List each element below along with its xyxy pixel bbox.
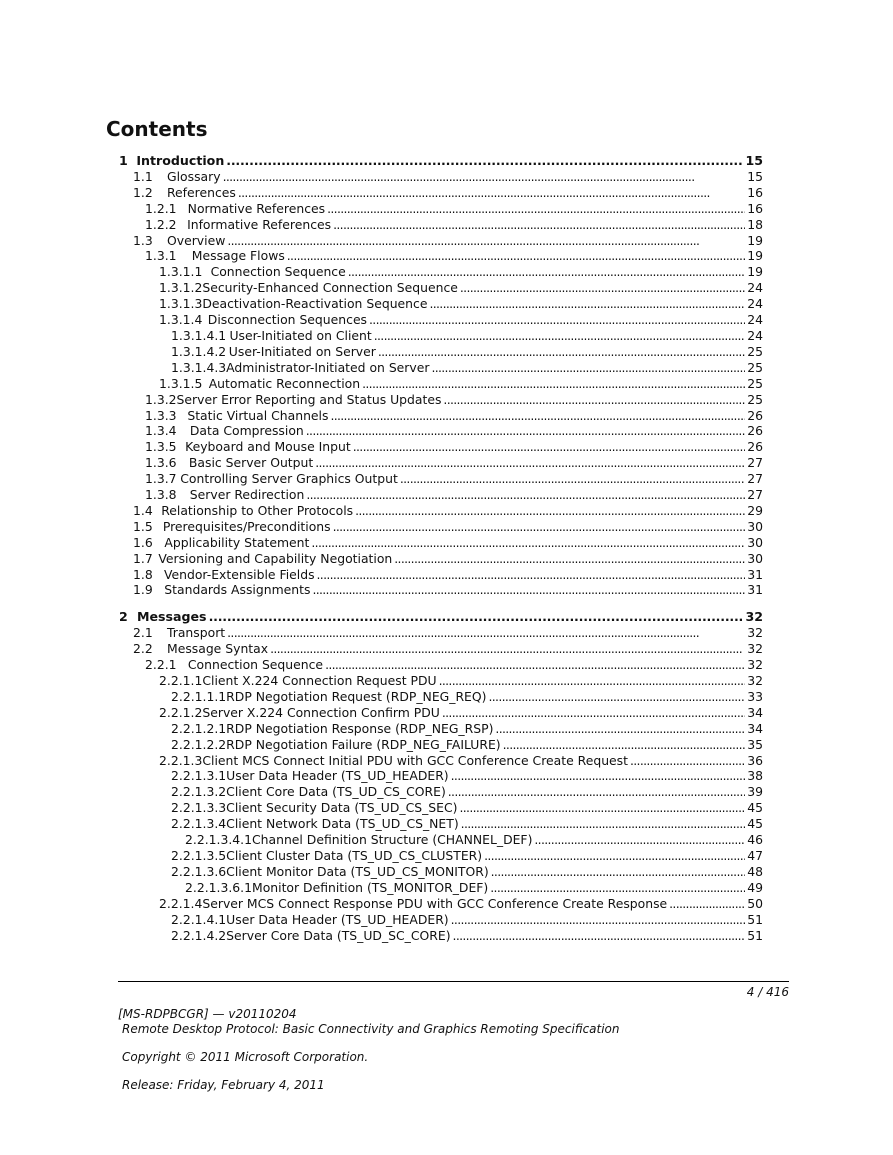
toc-entry-label[interactable]: Introduction	[136, 153, 225, 168]
toc-entry[interactable]	[0, 880, 763, 896]
toc-dot-leader	[226, 153, 743, 169]
toc-dot-leader	[238, 185, 745, 201]
toc-dot-leader	[374, 328, 745, 344]
toc-dot-leader	[460, 280, 745, 296]
toc-entry[interactable]	[0, 582, 763, 598]
toc-entry[interactable]	[0, 423, 763, 439]
toc-entry-page[interactable]: 47	[747, 847, 763, 863]
toc-entry[interactable]	[0, 487, 763, 503]
page-number: 4 / 416	[746, 985, 789, 999]
toc-entry[interactable]	[0, 217, 763, 233]
toc-entry[interactable]	[0, 328, 763, 344]
toc-dot-leader	[333, 519, 746, 535]
toc-entry-number: 2.1	[133, 625, 153, 641]
toc-entry[interactable]	[0, 928, 763, 944]
page-title: Contents	[106, 117, 208, 141]
toc-entry-page[interactable]: 30	[747, 518, 763, 534]
toc-entry[interactable]	[0, 832, 763, 848]
toc-dot-leader	[311, 535, 745, 551]
footer-rule	[118, 981, 789, 982]
toc-entry-number: 1.3.3	[145, 407, 177, 423]
toc-dot-leader	[484, 848, 745, 864]
toc-entry-label[interactable]: Vendor-Extensible Fields	[164, 566, 315, 582]
toc-entry-label[interactable]: Connection Sequence	[210, 264, 346, 280]
toc-dot-leader	[348, 264, 745, 280]
toc-entry-page[interactable]: 27	[747, 455, 763, 471]
toc-entry-number: 1.3.7	[145, 471, 177, 487]
toc-entry-page[interactable]: 24	[747, 280, 763, 296]
toc-entry-label[interactable]: Client Cluster Data (TS_UD_CS_CLUSTER)	[226, 847, 483, 863]
toc-entry-number: 1.3.1.4	[159, 312, 203, 328]
toc-entry[interactable]	[0, 800, 763, 816]
toc-entry-number: 2.2.1.3.1	[171, 768, 227, 784]
toc-entry-page[interactable]: 45	[747, 800, 763, 816]
toc-entry-page[interactable]: 32	[745, 609, 763, 625]
toc-entry[interactable]	[0, 625, 763, 641]
toc-entry-label[interactable]: Security-Enhanced Connection Sequence	[202, 280, 458, 296]
toc-entry-page[interactable]: 31	[747, 582, 763, 598]
toc-entry[interactable]	[0, 408, 763, 424]
toc-entry-number: 1.7	[133, 550, 153, 566]
toc-entry-label[interactable]: Client Monitor Data (TS_UD_CS_MONITOR)	[226, 863, 489, 879]
toc-entry-label[interactable]: User-Initiated on Client	[229, 327, 372, 343]
toc-entry-page[interactable]: 50	[747, 895, 763, 911]
toc-entry[interactable]	[0, 439, 763, 455]
toc-dot-leader	[453, 928, 746, 944]
toc-entry-page[interactable]: 29	[747, 502, 763, 518]
toc-entry[interactable]	[0, 233, 763, 249]
toc-entry-label[interactable]: Controlling Server Graphics Output	[180, 471, 398, 487]
toc-entry-page[interactable]: 51	[747, 911, 763, 927]
toc-entry-label[interactable]: Message Flows	[191, 248, 285, 264]
toc-entry[interactable]	[0, 376, 763, 392]
toc-entry-number: 1.3.1.4.3	[171, 359, 227, 375]
toc-entry-number: 2.2.1.1.1	[171, 688, 227, 704]
toc-entry[interactable]	[0, 768, 763, 784]
footer-doc-id: [MS-RDPBCGR] — v20110204	[118, 1007, 297, 1021]
toc-entry-number: 1.2.1	[145, 200, 177, 216]
toc-entry-page[interactable]: 36	[747, 752, 763, 768]
toc-entry-page[interactable]: 18	[747, 216, 763, 232]
toc-dot-leader	[317, 567, 746, 583]
toc-entry-page[interactable]: 16	[747, 184, 763, 200]
toc-dot-leader	[460, 800, 746, 816]
toc-entry-number: 1.3	[133, 232, 153, 248]
toc-entry[interactable]	[0, 312, 763, 328]
toc-entry-page[interactable]: 48	[747, 863, 763, 879]
toc-entry-number: 1.3.1.5	[159, 375, 203, 391]
toc-entry-number: 1.2.2	[145, 216, 177, 232]
toc-entry-number: 2.2.1.3.5	[171, 847, 227, 863]
toc-entry-label[interactable]: Client MCS Connect Initial PDU with GCC Conference Create Request	[202, 752, 628, 768]
toc-entry-label[interactable]: Versioning and Capability Negotiation	[158, 550, 393, 566]
toc-entry[interactable]	[0, 248, 763, 264]
toc-entry-page[interactable]: 49	[747, 879, 763, 895]
toc-entry-label[interactable]: Client Security Data (TS_UD_CS_SEC)	[226, 800, 458, 816]
toc-entry[interactable]	[0, 816, 763, 832]
toc-entry-page[interactable]: 27	[747, 487, 763, 503]
toc-entry-page[interactable]: 34	[747, 720, 763, 736]
toc-entry-page[interactable]: 33	[747, 688, 763, 704]
toc-entry-page[interactable]: 30	[747, 550, 763, 566]
toc-entry-label[interactable]: Server Core Data (TS_UD_SC_CORE)	[226, 927, 451, 943]
toc-dot-leader	[312, 582, 745, 598]
toc-entry-page[interactable]: 31	[747, 566, 763, 582]
toc-entry-page[interactable]: 19	[747, 264, 763, 280]
toc-entry-number: 1.1	[133, 168, 153, 184]
toc-entry-number: 1.4	[133, 502, 153, 518]
toc-dot-leader	[669, 896, 745, 912]
footer-copyright: Copyright © 2011 Microsoft Corporation.	[122, 1050, 369, 1064]
toc-entry-label[interactable]: References	[167, 184, 236, 200]
toc-entry-number: 2.2.1.3.4.1	[185, 832, 252, 848]
toc-entry[interactable]	[0, 280, 763, 296]
toc-entry[interactable]	[0, 848, 763, 864]
toc-entry-label[interactable]: Message Syntax	[167, 641, 269, 657]
toc-entry-number: 2.2.1.3.6	[171, 863, 227, 879]
toc-entry-number: 1.3.1	[145, 248, 177, 264]
toc-entry-number: 1.3.2	[145, 391, 177, 407]
toc-entry[interactable]	[0, 609, 763, 625]
toc-entry[interactable]	[0, 657, 763, 673]
toc-dot-leader	[443, 392, 745, 408]
toc-dot-leader	[630, 753, 745, 769]
toc-entry-label[interactable]: Channel Definition Structure (CHANNEL_DEF)	[252, 832, 533, 848]
toc-dot-leader	[333, 217, 745, 233]
toc-dot-leader	[306, 423, 745, 439]
toc-entry-number: 2.2.1.2.1	[171, 720, 227, 736]
toc-entry-number: 2.2.1.3.4	[171, 816, 227, 832]
toc-entry-label[interactable]: Client Network Data (TS_UD_CS_NET)	[226, 816, 459, 832]
toc-dot-leader	[223, 169, 746, 185]
toc-entry-page[interactable]: 15	[745, 153, 763, 168]
toc-entry-page[interactable]: 26	[747, 439, 763, 455]
toc-entry-label[interactable]: User Data Header (TS_UD_HEADER)	[226, 768, 449, 784]
toc-entry-number: 1.2	[133, 184, 153, 200]
toc-entry[interactable]	[0, 503, 763, 519]
toc-entry[interactable]	[0, 471, 763, 487]
toc-entry[interactable]	[0, 392, 763, 408]
toc-entry-number: 2.2.1.4.2	[171, 927, 227, 943]
footer-release: Release: Friday, February 4, 2011	[122, 1078, 325, 1092]
toc-entry-number: 1.3.1.4.2	[171, 343, 227, 359]
toc-entry[interactable]	[0, 737, 763, 753]
toc-entry-label[interactable]: Relationship to Other Protocols	[161, 502, 354, 518]
toc-dot-leader	[378, 344, 745, 360]
toc-entry[interactable]	[0, 535, 763, 551]
toc-entry-number: 1.8	[133, 566, 153, 582]
toc-entry-number: 1.6	[133, 534, 153, 550]
toc-entry-label[interactable]: Deactivation-Reactivation Sequence	[202, 296, 428, 312]
footer-doc-title: Remote Desktop Protocol: Basic Connectivity and Graphics Remoting Specification	[122, 1022, 620, 1036]
toc-entry-page[interactable]: 24	[747, 312, 763, 328]
toc-entry-page[interactable]: 25	[747, 375, 763, 391]
toc-dot-leader	[451, 768, 746, 784]
toc-entry-label[interactable]: Disconnection Sequences	[207, 312, 368, 328]
toc-dot-leader	[495, 721, 745, 737]
toc-entry[interactable]	[0, 641, 763, 657]
toc-entry-number: 2.2.1.1	[159, 673, 203, 688]
toc-entry-page[interactable]: 30	[747, 534, 763, 550]
toc-entry-number: 1.3.5	[145, 439, 177, 455]
toc-entry-page[interactable]: 46	[747, 832, 763, 848]
toc-entry-page[interactable]: 15	[747, 168, 763, 184]
toc-entry-page[interactable]: 24	[747, 327, 763, 343]
toc-dot-leader	[400, 471, 745, 487]
toc-entry-label[interactable]: Standards Assignments	[164, 582, 311, 598]
toc-dot-leader	[287, 248, 745, 264]
toc-entry-number: 2	[119, 609, 128, 625]
toc-entry-page[interactable]: 26	[747, 423, 763, 439]
toc-entry-page[interactable]: 25	[747, 359, 763, 375]
toc-entry[interactable]	[0, 784, 763, 800]
toc-entry-page[interactable]: 32	[747, 657, 763, 673]
toc-entry-page[interactable]: 24	[747, 296, 763, 312]
toc-entry-page[interactable]: 25	[747, 391, 763, 407]
toc-entry[interactable]	[0, 344, 763, 360]
toc-entry-number: 2.2.1	[145, 657, 177, 673]
toc-entry[interactable]	[0, 185, 763, 201]
toc-entry[interactable]	[0, 153, 763, 169]
toc-entry-label[interactable]: Informative References	[187, 216, 332, 232]
toc-entry-page[interactable]: 26	[747, 407, 763, 423]
toc-dot-leader	[306, 487, 745, 503]
toc-entry-label[interactable]: Connection Sequence	[187, 657, 324, 673]
toc-entry-number: 1.9	[133, 582, 153, 598]
toc-entry-label[interactable]: Server Redirection	[189, 487, 305, 503]
toc-entry-page[interactable]: 25	[747, 343, 763, 359]
toc-entry[interactable]	[0, 864, 763, 880]
toc-entry[interactable]	[0, 360, 763, 376]
toc-dot-leader	[491, 864, 746, 880]
toc-entry-number: 1.5	[133, 518, 153, 534]
toc-dot-leader	[503, 737, 746, 753]
toc-dot-leader	[451, 912, 746, 928]
toc-entry[interactable]	[0, 169, 763, 185]
toc-entry[interactable]	[0, 673, 763, 689]
toc-entry-page[interactable]: 32	[747, 641, 763, 657]
toc-entry[interactable]	[0, 551, 763, 567]
toc-entry-page[interactable]: 39	[747, 784, 763, 800]
toc-dot-leader	[534, 832, 745, 848]
toc-dot-leader	[327, 201, 745, 217]
toc-entry-number: 2.2.1.3.6.1	[185, 879, 252, 895]
toc-dot-leader	[227, 233, 745, 249]
toc-entry-label[interactable]: Server Error Reporting and Status Updates	[176, 391, 442, 407]
toc-entry-label[interactable]: Static Virtual Channels	[187, 407, 329, 423]
toc-dot-leader	[353, 439, 745, 455]
toc-entry-label[interactable]: Server MCS Connect Response PDU with GCC Conference Create Response	[202, 895, 668, 911]
toc-entry-number: 1.3.6	[145, 455, 177, 471]
toc-entry-label[interactable]: RDP Negotiation Request (RDP_NEG_REQ)	[226, 688, 487, 704]
toc-entry[interactable]	[0, 296, 763, 312]
toc-entry-number: 2.2.1.3	[159, 752, 203, 768]
toc-entry[interactable]	[0, 753, 763, 769]
toc-entry-label[interactable]: Prerequisites/Preconditions	[162, 518, 331, 534]
toc-entry-page[interactable]: 19	[747, 232, 763, 248]
toc-entry[interactable]	[0, 721, 763, 737]
toc-dot-leader	[369, 312, 745, 328]
toc-dot-leader	[325, 657, 745, 673]
toc-dot-leader	[355, 503, 745, 519]
toc-entry-label[interactable]: Data Compression	[189, 423, 304, 439]
toc-entry-number: 2.2.1.3.2	[171, 784, 227, 800]
toc-entry-number: 1.3.1.1	[159, 264, 203, 280]
toc-dot-leader	[209, 609, 744, 625]
toc-entry[interactable]	[0, 519, 763, 535]
toc-entry-number: 1.3.1.4.1	[171, 327, 227, 343]
toc-entry-label[interactable]: Basic Server Output	[188, 455, 314, 471]
toc-entry-label[interactable]: Client X.224 Connection Request PDU	[202, 673, 437, 688]
toc-entry-page[interactable]: 16	[747, 200, 763, 216]
toc-dot-leader	[490, 880, 745, 896]
toc-entry[interactable]	[0, 896, 763, 912]
toc-entry[interactable]	[0, 567, 763, 583]
toc-entry[interactable]	[0, 689, 763, 705]
toc-dot-leader	[315, 455, 745, 471]
toc-dot-leader	[227, 625, 745, 641]
toc-entry-label[interactable]: Messages	[136, 609, 207, 625]
toc-entry-page[interactable]: 32	[747, 673, 763, 688]
toc-entry-page[interactable]: 32	[747, 625, 763, 641]
toc-entry-label[interactable]: Server X.224 Connection Confirm PDU	[202, 704, 440, 720]
toc-entry[interactable]	[0, 201, 763, 217]
toc-entry-label[interactable]: Keyboard and Mouse Input	[185, 439, 351, 455]
toc-dot-leader	[461, 816, 746, 832]
toc-entry-label[interactable]: Normative References	[187, 200, 326, 216]
toc-entry-page[interactable]: 19	[747, 248, 763, 264]
toc-entry-number: 1	[119, 153, 128, 168]
toc-entry[interactable]	[0, 912, 763, 928]
toc-entry-page[interactable]: 45	[747, 816, 763, 832]
toc-dot-leader	[488, 689, 745, 705]
toc-entry-label[interactable]: Glossary	[167, 168, 221, 184]
toc-entry-number: 1.3.1.3	[159, 296, 203, 312]
toc-entry-label[interactable]: Overview	[167, 232, 226, 248]
table-of-contents	[0, 153, 893, 943]
toc-entry-page[interactable]: 34	[747, 704, 763, 720]
toc-entry-label[interactable]: RDP Negotiation Failure (RDP_NEG_FAILURE)	[226, 736, 501, 752]
toc-entry-page[interactable]: 38	[747, 768, 763, 784]
toc-entry-number: 2.2.1.2.2	[171, 736, 227, 752]
toc-dot-leader	[362, 376, 745, 392]
toc-dot-leader	[394, 551, 745, 567]
toc-entry-label[interactable]: Transport	[167, 625, 226, 641]
toc-entry-label[interactable]: Automatic Reconnection	[208, 375, 361, 391]
toc-entry-label[interactable]: Client Core Data (TS_UD_CS_CORE)	[226, 784, 446, 800]
toc-entry-label[interactable]: Administrator-Initiated on Server	[226, 359, 430, 375]
toc-dot-leader	[448, 784, 745, 800]
toc-entry-number: 2.2.1.4.1	[171, 911, 227, 927]
toc-entry-label[interactable]: User-Initiated on Server	[228, 343, 376, 359]
toc-dot-leader	[431, 360, 745, 376]
toc-dot-leader	[270, 641, 745, 657]
toc-entry-page[interactable]: 35	[747, 736, 763, 752]
toc-entry-label[interactable]: Monitor Definition (TS_MONITOR_DEF)	[252, 879, 489, 895]
toc-entry-page[interactable]: 51	[747, 927, 763, 943]
toc-entry-number: 2.2.1.2	[159, 704, 203, 720]
toc-entry-number: 2.2.1.3.3	[171, 800, 227, 816]
toc-dot-leader	[330, 408, 745, 424]
toc-dot-leader	[429, 296, 745, 312]
toc-entry-number: 1.3.1.2	[159, 280, 203, 296]
toc-entry-label[interactable]: Applicability Statement	[164, 534, 310, 550]
toc-entry-number: 1.3.8	[145, 487, 177, 503]
toc-entry[interactable]	[0, 455, 763, 471]
toc-entry-number: 2.2.1.4	[159, 895, 203, 911]
toc-entry-number: 1.3.4	[145, 423, 177, 439]
toc-entry[interactable]	[0, 264, 763, 280]
toc-entry-label[interactable]: RDP Negotiation Response (RDP_NEG_RSP)	[226, 720, 494, 736]
toc-dot-leader	[442, 705, 745, 721]
toc-entry-label[interactable]: User Data Header (TS_UD_HEADER)	[226, 911, 449, 927]
toc-entry-number: 2.2	[133, 641, 153, 657]
toc-dot-leader	[439, 673, 746, 689]
toc-entry[interactable]	[0, 705, 763, 721]
toc-entry-page[interactable]: 27	[747, 471, 763, 487]
